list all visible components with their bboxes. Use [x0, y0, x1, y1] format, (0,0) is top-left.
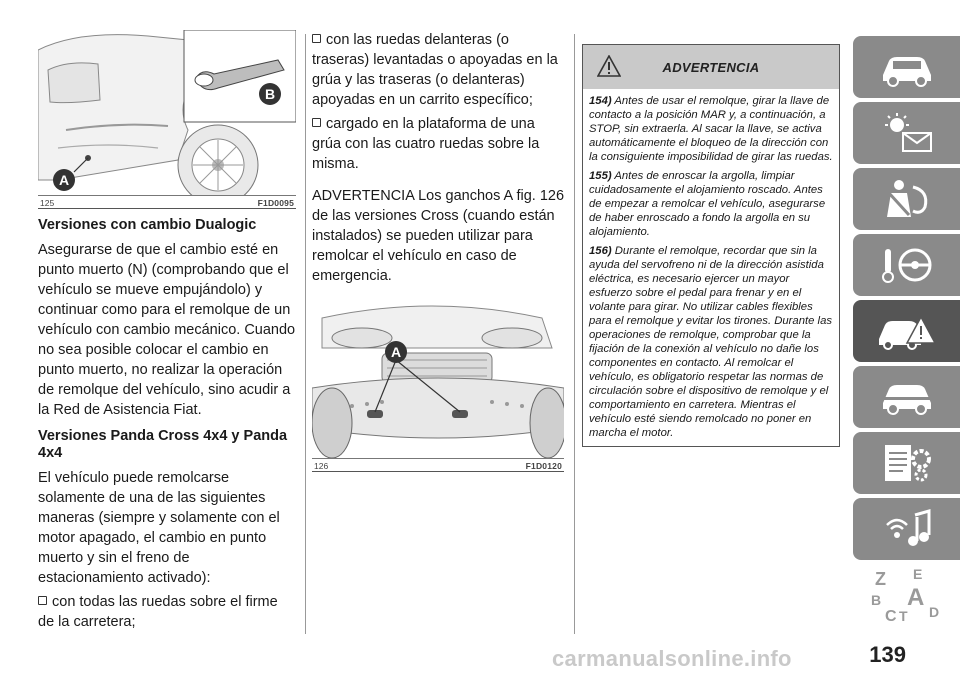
chapter-tabs — [853, 36, 960, 630]
warning-triangle-icon — [597, 55, 621, 77]
figure-caption — [38, 195, 296, 208]
tab-starting-driving[interactable] — [853, 234, 960, 296]
index-letter: C — [884, 608, 897, 625]
car-maintenance-icon — [877, 377, 937, 417]
warning-item: 154) Antes de usar el remolque, girar la llave de contacto a la posición MAR y, a continuación, a STOP, sin extraerla. Al sacar la llave, se activa automáticamente el bloqueo de la dirección con la consiguiente imposibilidad de girar las ruedas. — [589, 95, 833, 163]
figure-number: 126 — [314, 461, 329, 471]
paragraph-dualogic: Asegurarse de que el cambio esté en punto muerto (N) (comprobando que el vehículo se mueve empujándolo) y continuar como para el remolque de un vehículo con cambio mecánico. Cuando no sea posible colocar el cambio en punto muerto, no realizar la operación de remolque del vehículo, sino acudir a la Red de Asistencia Fiat. — [38, 242, 296, 418]
heading-panda-cross: Versiones Panda Cross 4x4 y Panda 4x4 — [38, 428, 288, 461]
callout-a-label: A — [58, 172, 70, 188]
index-letter: D — [928, 604, 939, 620]
watermark: carmanualsonline.info — [552, 646, 792, 671]
car-dashboard-icon — [877, 47, 937, 87]
index-letter: T — [898, 608, 908, 624]
figure-126 — [312, 298, 564, 472]
index-letter: Z — [874, 569, 886, 589]
tab-index[interactable] — [853, 564, 960, 626]
index-letter: A — [906, 584, 924, 611]
key-steering-wheel-icon — [877, 243, 937, 287]
page-number: 139 — [869, 642, 906, 667]
warning-title: ADVERTENCIA — [662, 59, 760, 75]
warning-item: 156) Durante el remolque, recordar que sin la ayuda del servofreno ni de la dirección asistida eléctrica, es necesario ejercer un mayor esfuerzo sobre el pedal para frenar y en el volante para girar. No utilizar cables flexibles para el remolque y evitar los tirones. Durante las operaciones de remolque, comprobar que la fijación de la conexión al vehículo no dañe los componentes en contacto. Al remolcar el vehículo, es obligatorio respetar las normas de circulación sobre el dispositivo de remolque y el comportamiento en carretera. Mientras el vehículo esté siendo remolcado no poner en marcha el motor. — [589, 245, 832, 439]
column-middle — [312, 30, 564, 472]
column-left — [38, 30, 296, 632]
figure-number: 125 — [40, 198, 55, 208]
bullet-box-icon — [312, 118, 321, 127]
bullet-item: con todas las ruedas sobre el firme de la carretera; — [38, 594, 278, 630]
column-divider — [305, 34, 306, 634]
tab-warning-lights[interactable] — [853, 102, 960, 164]
column-divider — [574, 34, 575, 634]
warning-header — [583, 45, 839, 89]
multimedia-icon — [877, 507, 937, 551]
figure-caption — [312, 458, 564, 471]
index-letters-icon — [867, 565, 947, 625]
figure-125 — [38, 30, 296, 209]
column-right — [582, 44, 840, 447]
warning-item: 155) Antes de enroscar la argolla, limpiar cuidadosamente el alojamiento roscado. Antes de empezar a remolcar el vehículo, asegurarse de haber enroscado a fondo la argolla en su alojamiento. — [589, 170, 826, 238]
callout-a-label: A — [390, 344, 402, 360]
figure-code: F1D0095 — [257, 198, 294, 208]
index-letter: E — [912, 566, 922, 582]
front-tow-hooks-illustration — [312, 298, 564, 458]
warning-lights-icon — [877, 111, 937, 155]
bullet-item: con las ruedas delanteras (o traseras) levantadas o apoyadas en la grúa y las traseras (o delanteras) apoyadas en un carrito específico; — [312, 32, 558, 108]
warning-box — [582, 44, 840, 447]
seatbelt-airbag-icon — [877, 177, 937, 221]
figure-code: F1D0120 — [525, 461, 562, 471]
emergency-car-icon — [875, 309, 939, 353]
callout-b-label: B — [264, 86, 276, 102]
index-letter: B — [870, 592, 881, 608]
paragraph-cross-hooks: ADVERTENCIA Los ganchos A fig. 126 de las versiones Cross (cuando están instalados) se pueden utilizar para remolcar el vehículo en caso de emergencia. — [312, 188, 565, 284]
tab-technical-data[interactable] — [853, 432, 960, 494]
tab-dashboard[interactable] — [853, 36, 960, 98]
bullet-box-icon — [312, 34, 321, 43]
heading-dualogic: Versiones con cambio Dualogic — [38, 217, 257, 233]
tab-maintenance[interactable] — [853, 366, 960, 428]
rear-tow-hook-illustration — [38, 30, 296, 195]
technical-data-icon — [877, 441, 937, 485]
tab-multimedia[interactable] — [853, 498, 960, 560]
bullet-box-icon — [38, 596, 47, 605]
bullet-item: cargado en la plataforma de una grúa con las cuatro ruedas sobre la misma. — [312, 116, 540, 172]
tab-safety[interactable] — [853, 168, 960, 230]
tab-emergency[interactable] — [853, 300, 960, 362]
paragraph-towing-methods: El vehículo puede remolcarse solamente de una de las siguientes maneras (siempre y solamente con el motor apagado, el cambio en punto muerto y sin el freno de estacionamiento activado): — [38, 470, 280, 586]
